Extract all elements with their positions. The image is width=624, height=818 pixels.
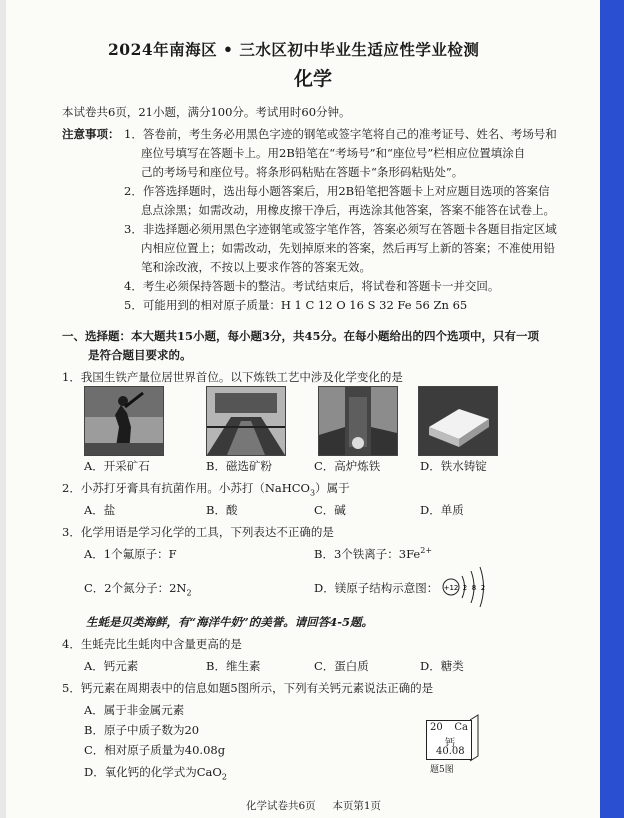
casting-ingot-photo [418,386,498,456]
question-1-stem: 1．我国生铁产量位居世界首位。以下炼铁工艺中涉及化学变化的是 [62,370,403,384]
element-name: 钙 [445,738,455,749]
mg-shell-3: 2 [480,584,486,592]
magnesium-atom-diagram [440,562,492,612]
atomic-number: 20 [430,722,443,733]
q2-option-c: C．碱 [314,503,346,517]
mg-nucleus-label: +12 [443,584,459,592]
q3-option-d: D．镁原子结构示意图： [314,581,439,595]
subject-title: 化学 [294,68,333,90]
q4-option-a: A．钙元素 [84,659,139,673]
mg-shell-2: 8 [471,584,477,592]
blast-furnace-photo [318,386,398,456]
q5-option-b: B．原子中质子数为20 [84,723,200,737]
q5-option-a: A．属于非金属元素 [84,703,185,717]
q1-option-d: D．铁水铸锭 [420,459,487,473]
element-symbol: Ca [454,722,468,733]
calcium-periodic-cell [426,720,472,760]
note-line: 3．非选择题必须用黑色字迹钢笔或签字笔作答，答案必须写在答题卡各题目指定区域 [124,222,557,236]
page-footer: 化学试卷共6页 本页第1页 [246,800,382,812]
q5-option-c: C．相对原子质量为40.08g [84,743,226,757]
magnetic-separation-photo [206,386,286,456]
note-line: 座位号填写在答题卡上。用2B铅笔在“考场号”和“座位号”栏相应位置填涂自 [141,146,526,160]
q2-option-d: D．单质 [420,503,464,517]
atomic-mass: 40.08 [436,746,465,757]
note-line: 内相应位置上；如需改动，先划掉原来的答案，然后再写上新的答案；不准使用铅 [141,241,555,255]
question-5-stem: 5．钙元素在周期表中的信息如题5图所示，下列有关钙元素说法正确的是 [62,681,434,695]
q5-option-d: D．氧化钙的化学式为CaO$_2$ [84,765,227,782]
section-heading-cont: 是符合题目要求的。 [88,348,192,362]
note-line: 2．作答选择题时，选出每小题答案后，用2B铅笔把答题卡上对应题目选项的答案信 [124,184,550,198]
exam-title: 2024年南海区 • 三水区初中毕业生适应性学业检测 [108,40,480,59]
q3-option-a: A．1个氟原子：F [84,547,177,561]
note-line: 5．可能用到的相对原子质量：H 1 C 12 O 16 S 32 Fe 56 Zn 65 [124,298,468,312]
q4-option-b: B．维生素 [206,659,261,673]
q3-option-c: C．2个氮分子：$2N_2$ [84,581,192,598]
window-edge-bar [600,0,624,818]
question-4-stem: 4．生蚝壳比生蚝肉中含量更高的是 [62,637,242,651]
note-line: 己的考场号和座位号。将条形码粘贴在答题卡“条形码粘贴处”。 [141,165,464,179]
mining-photo [84,386,164,456]
q2-option-a: A．盐 [84,503,116,517]
note-line: 息点涂黑；如需改动，用橡皮擦干净后，再选涂其他答案，答案不能答在试卷上。 [141,203,555,217]
question-3-stem: 3．化学用语是学习化学的工具，下列表达不正确的是 [62,525,334,539]
q1-option-b: B．磁选矿粉 [206,459,272,473]
notes-label: 注意事项： [62,127,120,141]
question-2-stem: 2．小苏打牙膏具有抗菌作用。小苏打（NaHCO$_3$）属于 [62,481,350,498]
note-line: 笔和涂改液，不按以上要求作答的答案无效。 [141,260,371,274]
q1-option-c: C．高炉炼铁 [314,459,381,473]
note-line: 1．答卷前，考生务必用黑色字迹的钢笔或签字笔将自己的准考证号、姓名、考场号和 [124,127,557,141]
note-line: 4．考生必须保持答题卡的整洁。考试结束后，将试卷和答题卡一并交回。 [124,279,500,293]
oyster-passage: 生蚝是贝类海鲜，有“海洋牛奶”的美誉。请回答4-5题。 [86,615,374,629]
figure-caption: 题5图 [430,765,454,775]
section-heading: 一、选择题：本大题共15小题，每小题3分，共45分。在每小题给出的四个选项中，只有一项 [62,329,540,343]
mg-shell-1: 2 [462,584,468,592]
q4-option-c: C．蛋白质 [314,659,369,673]
q3-option-b: B．3个铁离子：$3Fe^{2+}$ [314,546,433,561]
q2-option-b: B．酸 [206,503,238,517]
intro-text: 本试卷共6页，21小题，满分100分。考试用时60分钟。 [62,105,351,119]
q4-option-d: D．糖类 [420,659,464,673]
q1-option-a: A．开采矿石 [84,459,150,473]
